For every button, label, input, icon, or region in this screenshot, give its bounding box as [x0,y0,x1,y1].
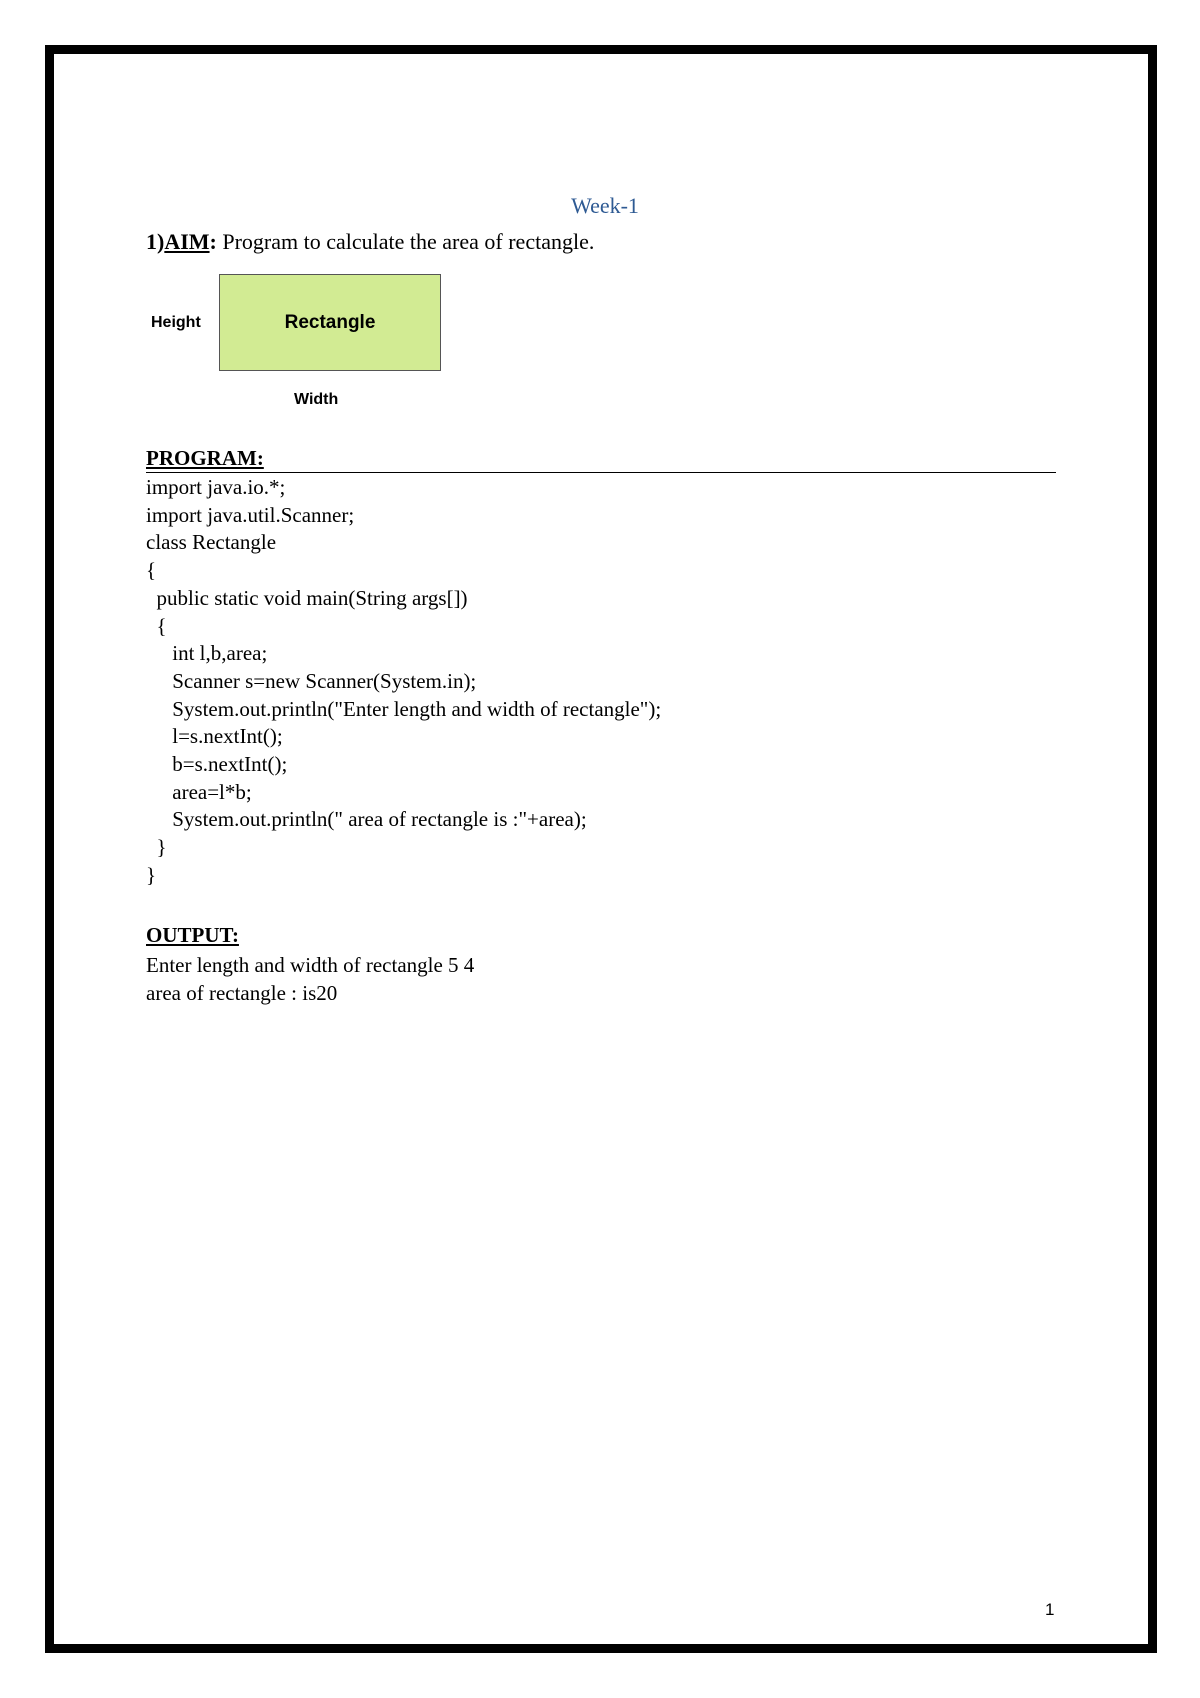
code-line: { [146,558,157,583]
rectangle-box-label: Rectangle [284,311,376,333]
code-line: int l,b,area; [146,641,268,666]
rectangle-box [219,274,441,371]
code-line: area=l*b; [146,779,252,804]
output-title: OUTPUT: [146,923,239,947]
code-line: public static void main(String args[]) [146,585,468,610]
code-line: import java.io.*; [146,475,286,499]
code-line: { [146,613,167,638]
program-output [146,951,474,1007]
program-code [146,474,661,890]
program-title: PROGRAM: [146,446,264,470]
aim-word: AIM [164,229,210,254]
output-section-header [146,923,239,948]
code-line: System.out.println("Enter length and width of rectangle"); [146,696,662,721]
width-label: Width [294,391,339,408]
rectangle-diagram [146,274,466,414]
page-number: 1 [1045,1600,1055,1619]
code-line: class Rectangle [146,530,277,555]
height-label: Height [151,314,201,331]
code-line: l=s.nextInt(); [146,724,283,749]
program-section-header [146,446,1056,473]
output-line: area of rectangle : is20 [146,981,338,1005]
aim-number: 1) [146,229,165,254]
code-line: } [146,862,157,887]
code-line: } [146,835,167,860]
aim-text: Program to calculate the area of rectangle. [216,229,595,254]
code-line: import java.util.Scanner; [146,502,355,527]
code-line: Scanner s=new Scanner(System.in); [146,668,477,693]
code-line: System.out.println(" area of rectangle is :"+area); [146,807,587,832]
aim-statement [146,229,594,255]
page-heading: Week-1 [571,193,639,218]
aim-colon: : [209,229,217,254]
aim-label [146,229,217,254]
output-line: Enter length and width of rectangle 5 4 [146,953,475,977]
code-line: b=s.nextInt(); [146,752,288,777]
